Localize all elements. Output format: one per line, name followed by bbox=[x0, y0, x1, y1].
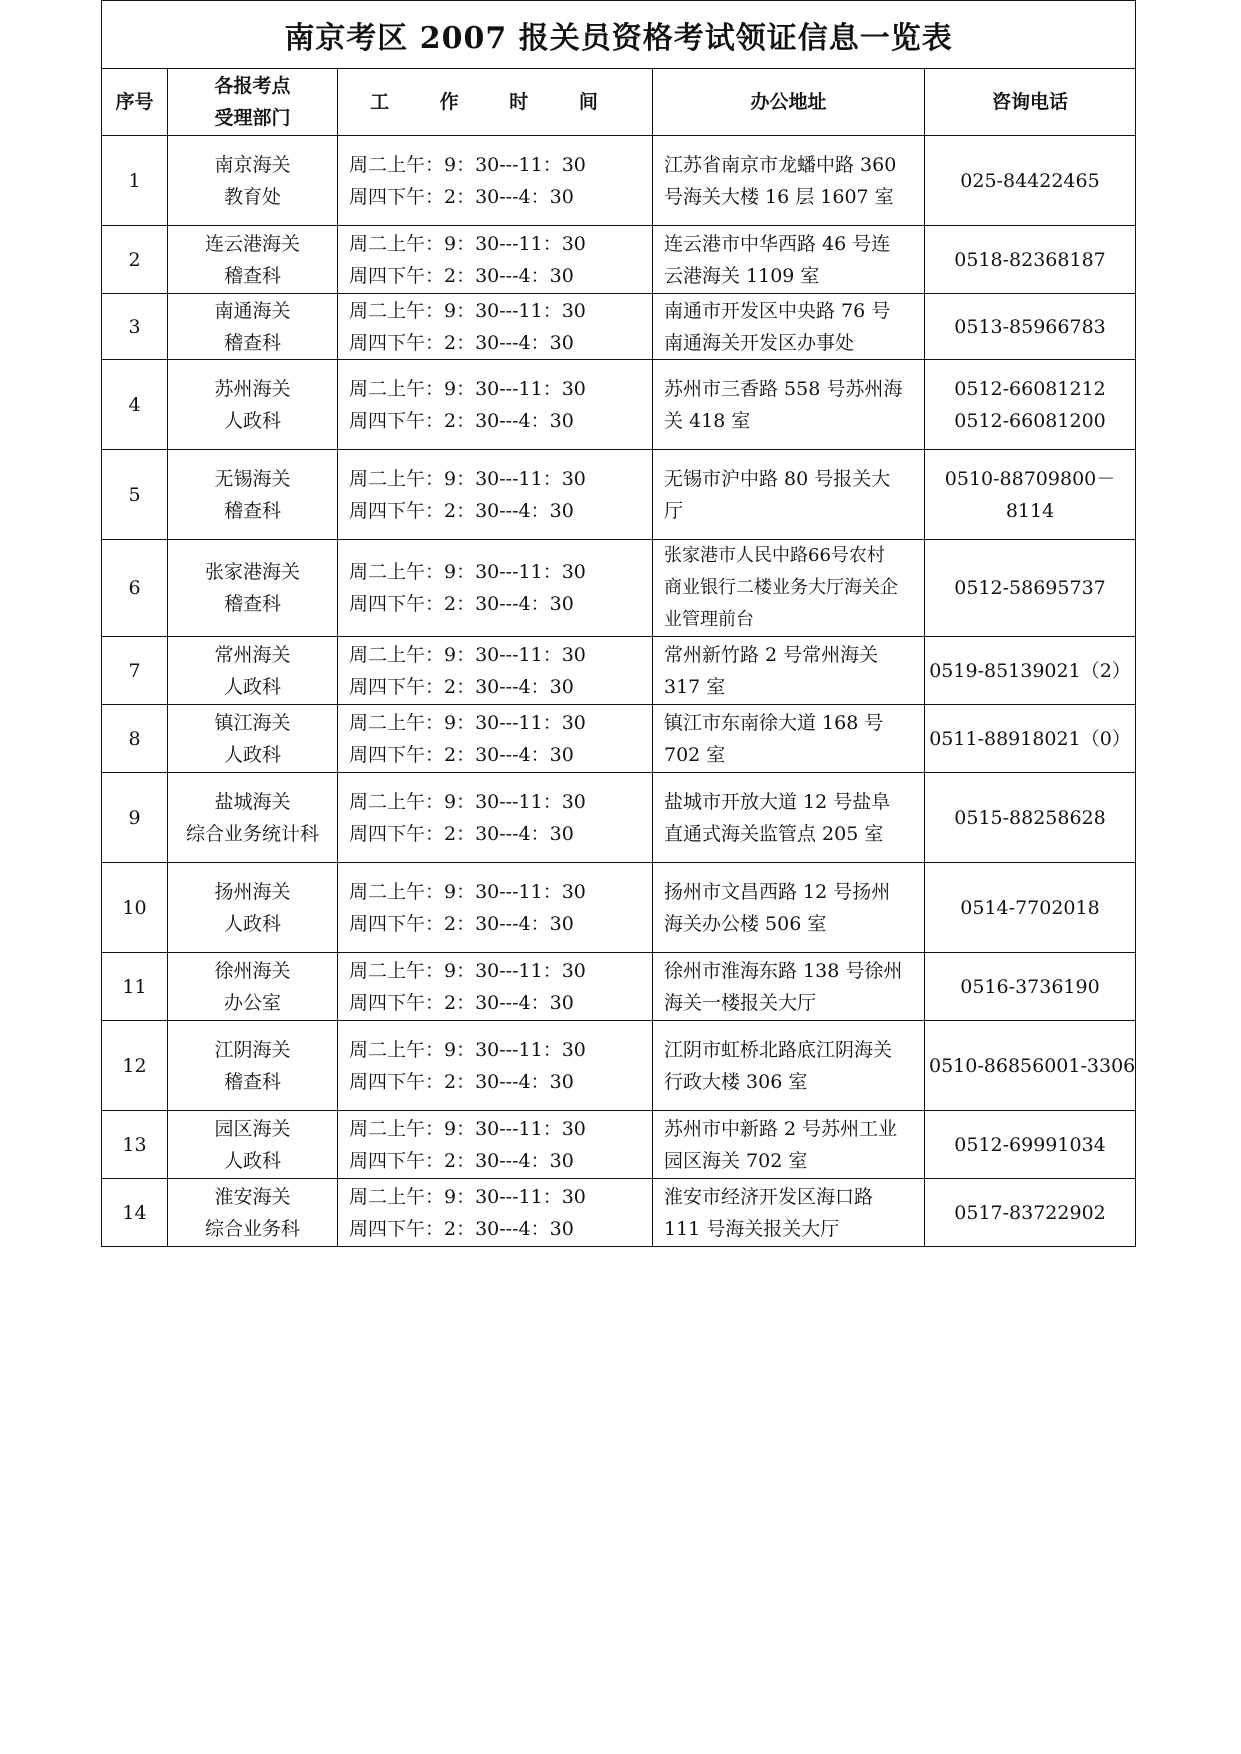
dept-office: 扬州海关 bbox=[214, 880, 291, 903]
table-row bbox=[102, 226, 1136, 294]
address-cell bbox=[653, 360, 925, 450]
table-row bbox=[102, 773, 1136, 863]
phone-number: 0518-82368187 bbox=[954, 248, 1106, 271]
dept-section: 稽查科 bbox=[223, 331, 281, 354]
row-number: 6 bbox=[102, 540, 168, 637]
dept-section: 稽查科 bbox=[223, 593, 281, 615]
address-line: 张家港市人民中路66号农村 bbox=[664, 545, 885, 566]
time-tuesday: 周二上午：9：30---11：30 bbox=[349, 1038, 586, 1061]
dept-office: 园区海关 bbox=[214, 1117, 291, 1140]
header-num: 序号 bbox=[102, 69, 168, 136]
dept-cell bbox=[168, 773, 338, 863]
address-line: 常州新竹路 2 号常州海关 bbox=[664, 643, 879, 666]
header-time bbox=[338, 69, 653, 136]
time-cell bbox=[338, 136, 653, 226]
table-row bbox=[102, 1179, 1136, 1247]
dept-office: 镇江海关 bbox=[214, 711, 291, 734]
dept-office: 常州海关 bbox=[214, 643, 291, 666]
time-tuesday: 周二上午：9：30---11：30 bbox=[349, 153, 586, 176]
row-number: 11 bbox=[102, 953, 168, 1021]
table-row bbox=[102, 1111, 1136, 1179]
dept-section: 办公室 bbox=[223, 991, 281, 1014]
dept-cell bbox=[168, 1179, 338, 1247]
time-cell bbox=[338, 450, 653, 540]
phone-cell bbox=[925, 450, 1136, 540]
time-cell bbox=[338, 1021, 653, 1111]
dept-section: 人政科 bbox=[223, 675, 281, 698]
dept-section: 稽查科 bbox=[223, 264, 281, 287]
time-cell bbox=[338, 953, 653, 1021]
phone-number: 0510-88709800－ bbox=[944, 467, 1116, 490]
dept-office: 盐城海关 bbox=[214, 790, 291, 813]
dept-cell bbox=[168, 136, 338, 226]
address-line: 云港海关 1109 室 bbox=[664, 264, 820, 287]
address-line: 厅 bbox=[664, 499, 684, 522]
dept-cell bbox=[168, 540, 338, 637]
time-thursday: 周四下午：2：30---4：30 bbox=[349, 593, 574, 615]
address-cell bbox=[653, 953, 925, 1021]
row-number: 13 bbox=[102, 1111, 168, 1179]
address-line: 海关办公楼 506 室 bbox=[664, 912, 827, 935]
header-phone: 咨询电话 bbox=[925, 69, 1136, 136]
time-tuesday: 周二上午：9：30---11：30 bbox=[349, 711, 586, 734]
phone-cell bbox=[925, 360, 1136, 450]
phone-cell bbox=[925, 294, 1136, 360]
address-cell bbox=[653, 226, 925, 294]
dept-office: 张家港海关 bbox=[204, 561, 300, 583]
row-number: 10 bbox=[102, 863, 168, 953]
time-tuesday: 周二上午：9：30---11：30 bbox=[349, 467, 586, 490]
dept-office: 江阴海关 bbox=[214, 1038, 291, 1061]
address-line: 关 418 室 bbox=[664, 409, 751, 432]
row-number: 9 bbox=[102, 773, 168, 863]
header-dept-line1: 各报考点 bbox=[214, 75, 291, 97]
address-cell bbox=[653, 863, 925, 953]
row-number: 7 bbox=[102, 637, 168, 705]
address-line: 业管理前台 bbox=[664, 609, 754, 630]
dept-section: 人政科 bbox=[223, 743, 281, 766]
address-line: 317 室 bbox=[664, 675, 726, 698]
header-time-label: 工 作 时 间 bbox=[370, 91, 620, 113]
phone-number: 8114 bbox=[1005, 499, 1055, 522]
address-line: 徐州市淮海东路 138 号徐州 bbox=[664, 959, 903, 982]
phone-cell bbox=[925, 1111, 1136, 1179]
time-thursday: 周四下午：2：30---4：30 bbox=[349, 185, 574, 208]
address-line: 苏州市三香路 558 号苏州海 bbox=[664, 377, 903, 400]
table-row bbox=[102, 1021, 1136, 1111]
time-tuesday: 周二上午：9：30---11：30 bbox=[349, 1185, 586, 1208]
address-cell bbox=[653, 294, 925, 360]
phone-cell bbox=[925, 1179, 1136, 1247]
phone-cell bbox=[925, 773, 1136, 863]
time-cell bbox=[338, 360, 653, 450]
dept-section: 综合业务科 bbox=[204, 1217, 300, 1240]
table-row bbox=[102, 863, 1136, 953]
address-line: 镇江市东南徐大道 168 号 bbox=[664, 711, 884, 734]
header-row bbox=[102, 69, 1136, 136]
address-cell bbox=[653, 136, 925, 226]
document-title: 南京考区 2007 报关员资格考试领证信息一览表 bbox=[102, 1, 1136, 69]
row-number: 2 bbox=[102, 226, 168, 294]
row-number: 8 bbox=[102, 705, 168, 773]
certificate-info-table bbox=[101, 0, 1136, 1247]
phone-number: 0512-66081200 bbox=[954, 409, 1106, 432]
address-cell bbox=[653, 1111, 925, 1179]
time-thursday: 周四下午：2：30---4：30 bbox=[349, 743, 574, 766]
phone-number: 0513-85966783 bbox=[954, 315, 1106, 338]
phone-cell bbox=[925, 1021, 1136, 1111]
row-number: 5 bbox=[102, 450, 168, 540]
table-row bbox=[102, 953, 1136, 1021]
dept-section: 稽查科 bbox=[223, 1070, 281, 1093]
time-tuesday: 周二上午：9：30---11：30 bbox=[349, 959, 586, 982]
row-number: 14 bbox=[102, 1179, 168, 1247]
time-thursday: 周四下午：2：30---4：30 bbox=[349, 822, 574, 845]
address-line: 盐城市开放大道 12 号盐阜 bbox=[664, 790, 891, 813]
address-line: 江苏省南京市龙蟠中路 360 bbox=[664, 153, 897, 176]
document-sheet bbox=[101, 0, 1135, 1247]
table-body bbox=[102, 136, 1136, 1247]
phone-number: 0512-58695737 bbox=[954, 577, 1106, 599]
address-line: 无锡市沪中路 80 号报关大 bbox=[664, 467, 891, 490]
time-cell bbox=[338, 1111, 653, 1179]
time-thursday: 周四下午：2：30---4：30 bbox=[349, 991, 574, 1014]
row-number: 12 bbox=[102, 1021, 168, 1111]
address-line: 苏州市中新路 2 号苏州工业 bbox=[664, 1117, 898, 1140]
address-cell bbox=[653, 637, 925, 705]
address-cell bbox=[653, 705, 925, 773]
time-thursday: 周四下午：2：30---4：30 bbox=[349, 264, 574, 287]
dept-cell bbox=[168, 705, 338, 773]
phone-number: 0512-66081212 bbox=[954, 377, 1106, 400]
phone-number: 0516-3736190 bbox=[960, 975, 1100, 998]
dept-cell bbox=[168, 1021, 338, 1111]
time-thursday: 周四下午：2：30---4：30 bbox=[349, 1217, 574, 1240]
address-line: 扬州市文昌西路 12 号扬州 bbox=[664, 880, 891, 903]
address-line: 行政大楼 306 室 bbox=[664, 1070, 808, 1093]
header-dept-line2: 受理部门 bbox=[214, 107, 291, 129]
dept-cell bbox=[168, 226, 338, 294]
phone-cell bbox=[925, 540, 1136, 637]
address-cell bbox=[653, 1021, 925, 1111]
dept-section: 人政科 bbox=[223, 409, 281, 432]
dept-cell bbox=[168, 450, 338, 540]
dept-office: 南通海关 bbox=[214, 299, 291, 322]
time-thursday: 周四下午：2：30---4：30 bbox=[349, 1070, 574, 1093]
time-cell bbox=[338, 294, 653, 360]
header-dept bbox=[168, 69, 338, 136]
table-row bbox=[102, 450, 1136, 540]
dept-cell bbox=[168, 863, 338, 953]
time-tuesday: 周二上午：9：30---11：30 bbox=[349, 1117, 586, 1140]
dept-cell bbox=[168, 360, 338, 450]
time-cell bbox=[338, 863, 653, 953]
time-thursday: 周四下午：2：30---4：30 bbox=[349, 912, 574, 935]
table-row bbox=[102, 637, 1136, 705]
dept-section: 人政科 bbox=[223, 1149, 281, 1172]
row-number: 1 bbox=[102, 136, 168, 226]
dept-cell bbox=[168, 637, 338, 705]
dept-cell bbox=[168, 1111, 338, 1179]
phone-cell bbox=[925, 136, 1136, 226]
address-line: 江阴市虹桥北路底江阴海关 bbox=[664, 1038, 893, 1061]
header-address: 办公地址 bbox=[653, 69, 925, 136]
address-line: 直通式海关监管点 205 室 bbox=[664, 822, 884, 845]
table-row bbox=[102, 705, 1136, 773]
address-cell bbox=[653, 773, 925, 863]
time-cell bbox=[338, 1179, 653, 1247]
address-line: 海关一楼报关大厅 bbox=[664, 991, 817, 1014]
phone-cell bbox=[925, 863, 1136, 953]
phone-cell bbox=[925, 226, 1136, 294]
table-row bbox=[102, 136, 1136, 226]
address-line: 园区海关 702 室 bbox=[664, 1149, 808, 1172]
phone-number: 0510-86856001-3306 bbox=[929, 1054, 1136, 1077]
dept-section: 人政科 bbox=[223, 912, 281, 935]
time-cell bbox=[338, 773, 653, 863]
dept-office: 苏州海关 bbox=[214, 377, 291, 400]
address-line: 111 号海关报关大厅 bbox=[664, 1217, 840, 1240]
phone-number: 025-84422465 bbox=[960, 169, 1100, 192]
dept-section: 综合业务统计科 bbox=[185, 822, 319, 845]
time-cell bbox=[338, 226, 653, 294]
phone-number: 0511-88918021（0） bbox=[929, 727, 1131, 750]
address-cell bbox=[653, 1179, 925, 1247]
phone-cell bbox=[925, 953, 1136, 1021]
phone-number: 0514-7702018 bbox=[960, 896, 1100, 919]
address-cell bbox=[653, 540, 925, 637]
time-cell bbox=[338, 637, 653, 705]
dept-cell bbox=[168, 953, 338, 1021]
phone-cell bbox=[925, 705, 1136, 773]
address-line: 号海关大楼 16 层 1607 室 bbox=[664, 185, 894, 208]
time-thursday: 周四下午：2：30---4：30 bbox=[349, 409, 574, 432]
dept-office: 连云港海关 bbox=[204, 232, 300, 255]
address-line: 商业银行二楼业务大厅海关企 bbox=[664, 577, 898, 598]
time-thursday: 周四下午：2：30---4：30 bbox=[349, 675, 574, 698]
phone-number: 0515-88258628 bbox=[954, 806, 1106, 829]
phone-number: 0519-85139021（2） bbox=[929, 659, 1131, 682]
row-number: 3 bbox=[102, 294, 168, 360]
address-line: 南通海关开发区办事处 bbox=[664, 331, 855, 354]
dept-section: 教育处 bbox=[223, 185, 281, 208]
dept-office: 徐州海关 bbox=[214, 959, 291, 982]
time-thursday: 周四下午：2：30---4：30 bbox=[349, 331, 574, 354]
address-line: 连云港市中华西路 46 号连 bbox=[664, 232, 891, 255]
dept-office: 淮安海关 bbox=[214, 1185, 291, 1208]
table-row bbox=[102, 540, 1136, 637]
dept-office: 南京海关 bbox=[214, 153, 291, 176]
phone-cell bbox=[925, 637, 1136, 705]
address-line: 702 室 bbox=[664, 743, 726, 766]
dept-section: 稽查科 bbox=[223, 499, 281, 522]
time-tuesday: 周二上午：9：30---11：30 bbox=[349, 643, 586, 666]
address-line: 南通市开发区中央路 76 号 bbox=[664, 299, 891, 322]
time-thursday: 周四下午：2：30---4：30 bbox=[349, 499, 574, 522]
title-row bbox=[102, 1, 1136, 69]
time-tuesday: 周二上午：9：30---11：30 bbox=[349, 377, 586, 400]
time-cell bbox=[338, 705, 653, 773]
time-thursday: 周四下午：2：30---4：30 bbox=[349, 1149, 574, 1172]
dept-office: 无锡海关 bbox=[214, 467, 291, 490]
time-tuesday: 周二上午：9：30---11：30 bbox=[349, 232, 586, 255]
table-row bbox=[102, 294, 1136, 360]
address-line: 淮安市经济开发区海口路 bbox=[664, 1185, 874, 1208]
time-tuesday: 周二上午：9：30---11：30 bbox=[349, 880, 586, 903]
address-cell bbox=[653, 450, 925, 540]
table-row bbox=[102, 360, 1136, 450]
phone-number: 0517-83722902 bbox=[954, 1201, 1106, 1224]
time-cell bbox=[338, 540, 653, 637]
phone-number: 0512-69991034 bbox=[954, 1133, 1106, 1156]
time-tuesday: 周二上午：9：30---11：30 bbox=[349, 561, 586, 583]
dept-cell bbox=[168, 294, 338, 360]
row-number: 4 bbox=[102, 360, 168, 450]
time-tuesday: 周二上午：9：30---11：30 bbox=[349, 299, 586, 322]
time-tuesday: 周二上午：9：30---11：30 bbox=[349, 790, 586, 813]
